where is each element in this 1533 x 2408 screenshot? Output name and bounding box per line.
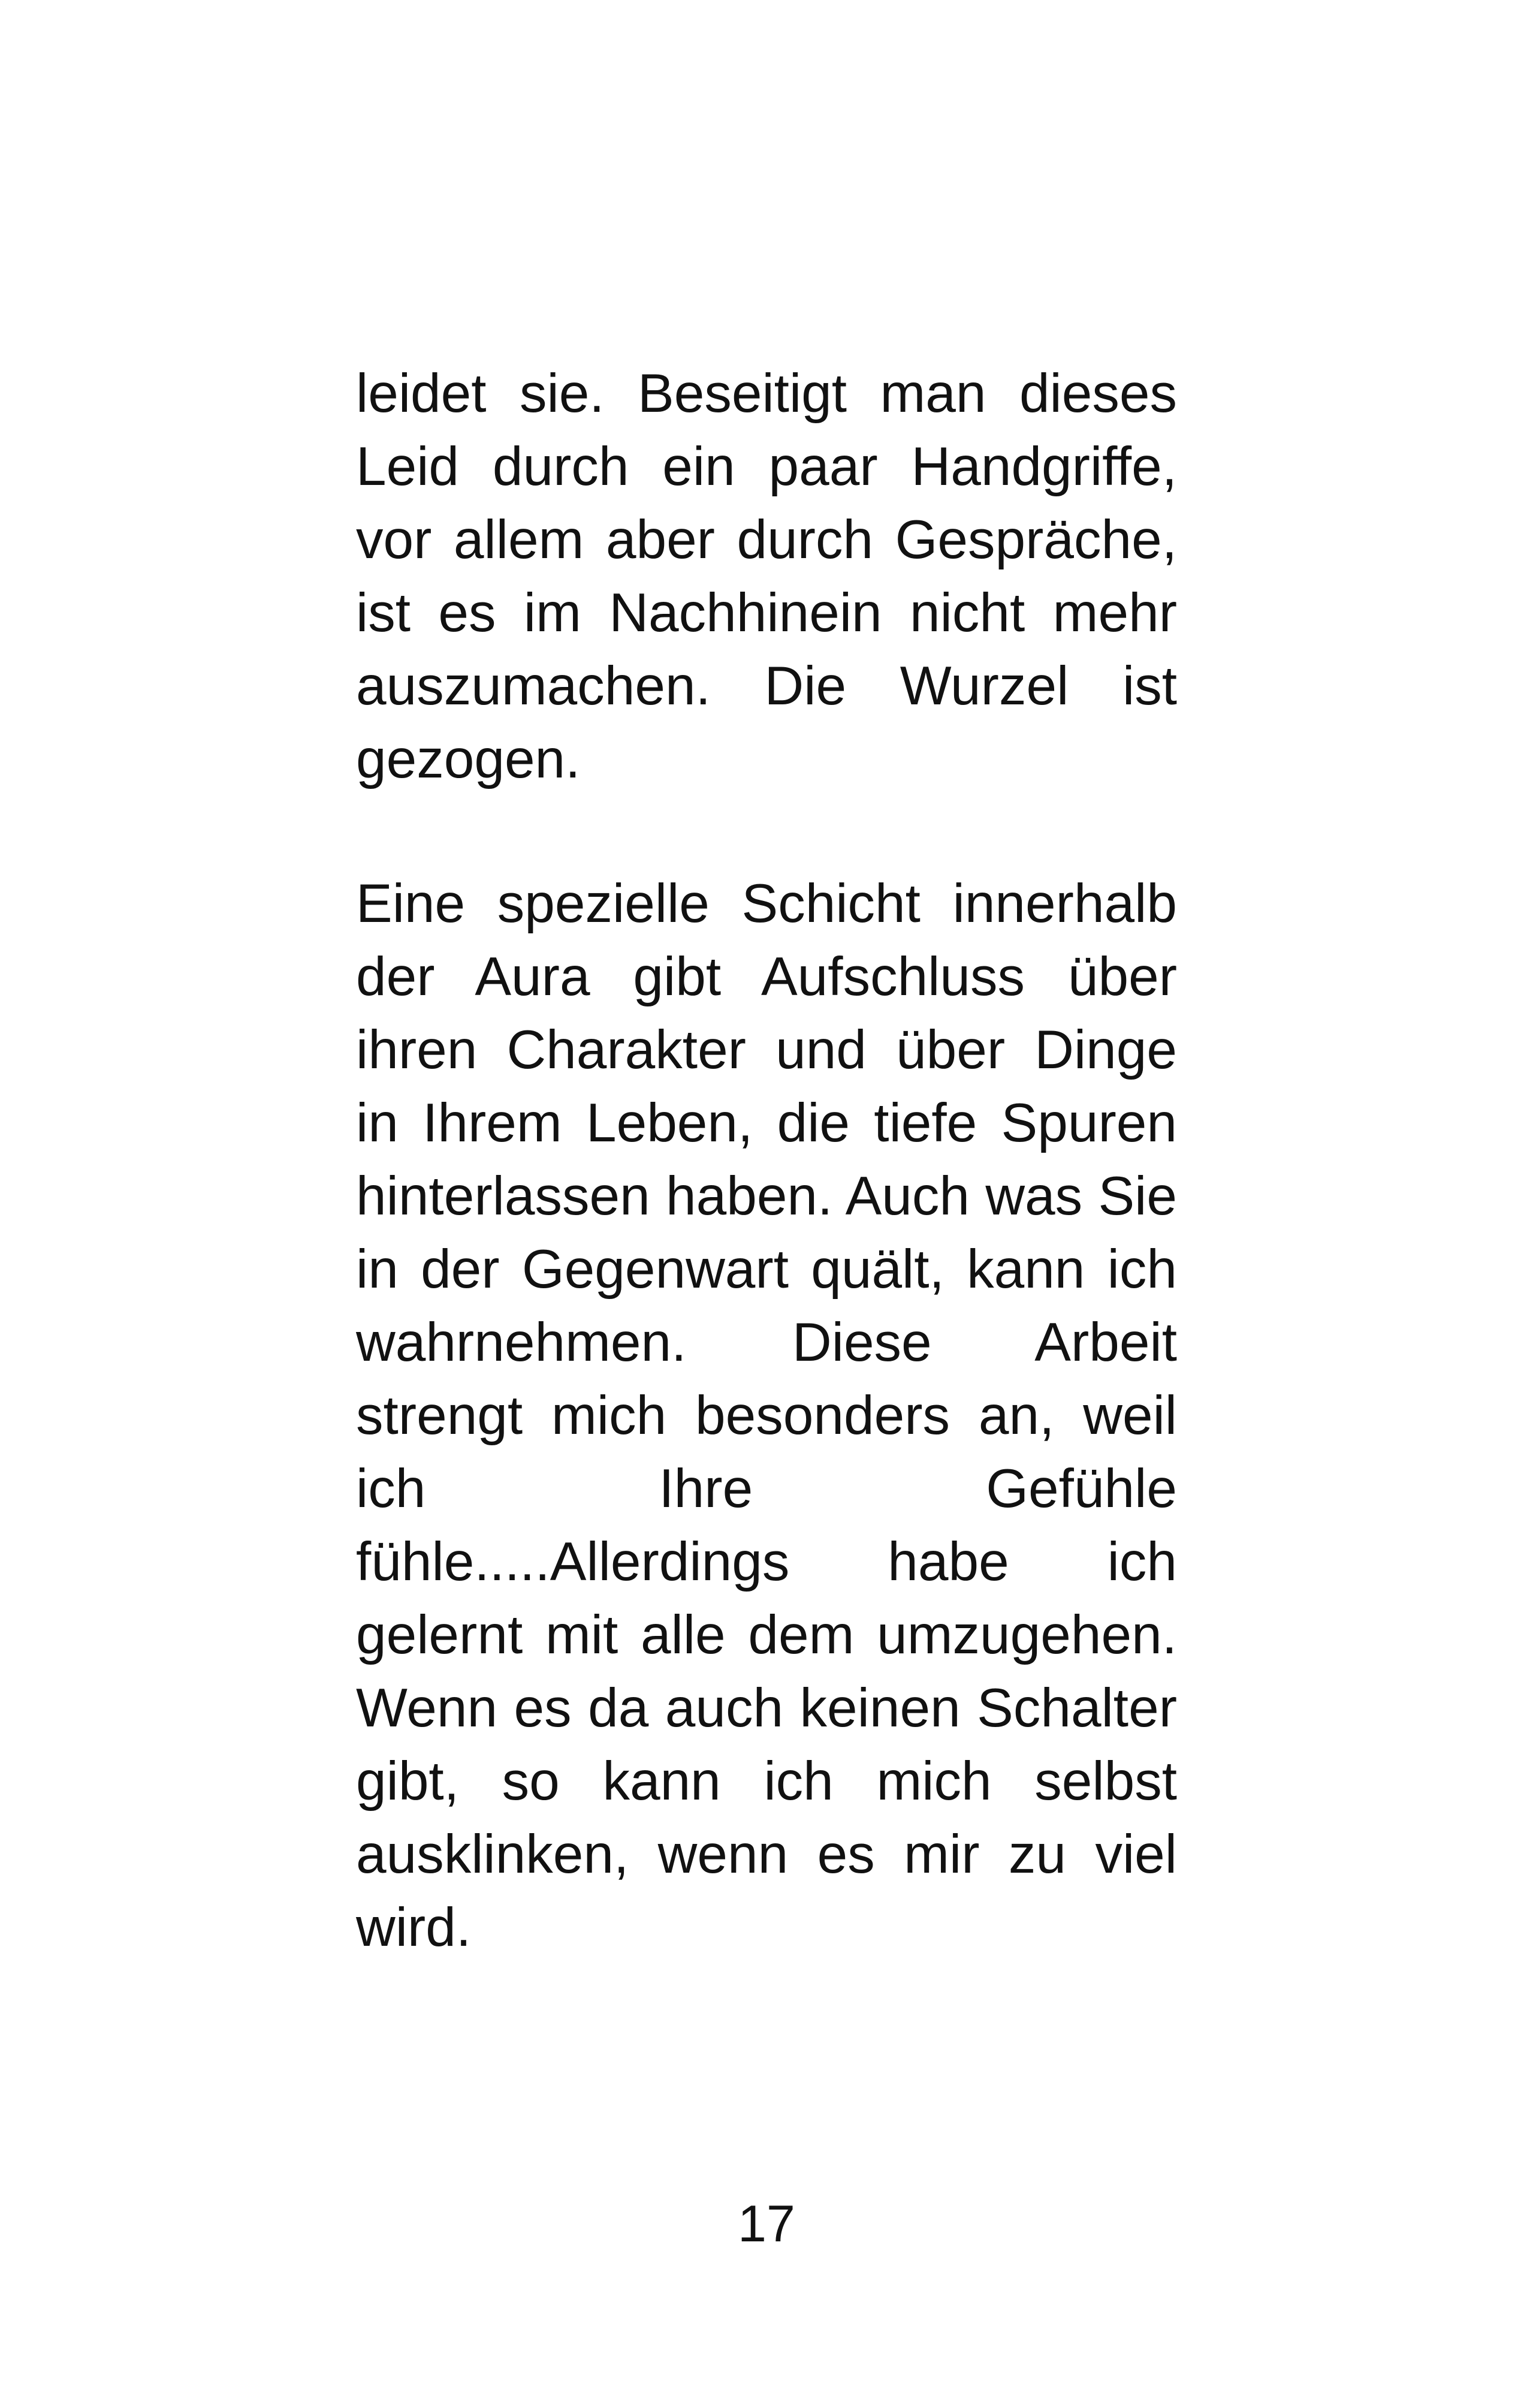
text-line: strengt mich besonders an, weil <box>356 1385 1177 1446</box>
text-line: ihren Charakter und über Dinge <box>356 1020 1177 1080</box>
text-line: vor allem aber durch Gespräche, <box>356 510 1177 570</box>
text-line: in der Gegenwart quält, kann ich <box>356 1239 1177 1300</box>
text-line: in Ihrem Leben, die tiefe Spuren <box>356 1093 1177 1153</box>
text-line: leidet sie. Beseitigt man dieses <box>356 363 1177 424</box>
text-line: hinterlassen haben. Auch was Sie <box>356 1166 1177 1226</box>
text-line: ist es im Nachhinein nicht mehr <box>356 583 1177 643</box>
text-line: wahrnehmen. Diese Arbeit <box>356 1312 1177 1373</box>
text-line: ich Ihre Gefühle <box>356 1458 1177 1519</box>
text-line: gelernt mit alle dem umzugehen. <box>356 1605 1177 1665</box>
paragraph-2 <box>356 867 1177 1964</box>
text-line: Eine spezielle Schicht innerhalb <box>356 873 1177 934</box>
text-line: der Aura gibt Aufschluss über <box>356 947 1177 1007</box>
text-line: wird. <box>356 1897 472 1958</box>
text-line: auszumachen. Die Wurzel ist <box>356 656 1177 716</box>
text-line: gezogen. <box>356 729 581 789</box>
text-line: fühle.....Allerdings habe ich <box>356 1532 1177 1592</box>
text-line: Leid durch ein paar Handgriffe, <box>356 436 1177 497</box>
text-line: gibt, so kann ich mich selbst <box>356 1751 1177 1812</box>
page-number: 17 <box>738 2195 795 2253</box>
text-line: ausklinken, wenn es mir zu viel <box>356 1824 1177 1885</box>
text-line: Wenn es da auch keinen Schalter <box>356 1678 1177 1738</box>
paragraph-1 <box>356 357 1177 796</box>
